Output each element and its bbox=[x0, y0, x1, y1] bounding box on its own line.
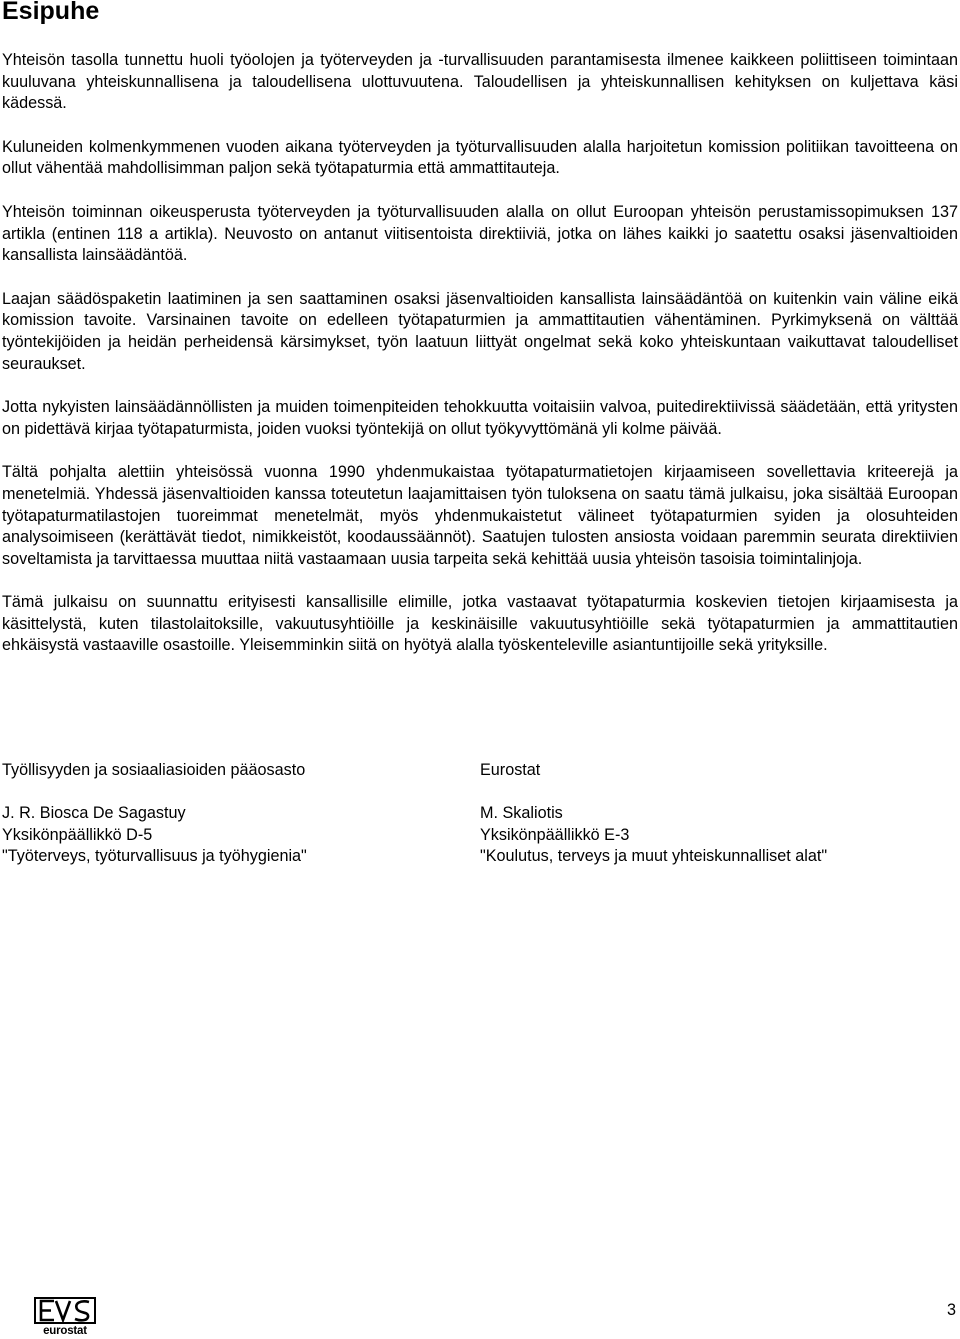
signature-organization: Työllisyyden ja sosiaaliasioiden pääosasto bbox=[2, 761, 306, 779]
eurostat-logo-mark bbox=[34, 1297, 96, 1325]
preface-body bbox=[2, 50, 958, 679]
paragraph-7: Tämä julkaisu on suunnattu erityisesti kansallisille elimille, jotka vastaavat työtapaturmia koskevien tietojen kirjaamisesta ja käsittelystä, kuten tilastolaitoksille, vakuutusyhtiöille ja keskinäisille vakuutusyhtiöille sekä työtapaturmien ja ammattitautien ehkäisystä vastaaville osastoille. Yleisemminkin siitä on hyötyä alalla työskenteleville asiantuntijoille sekä yrityksille. bbox=[2, 593, 958, 655]
signature-unit: "Työterveys, työturvallisuus ja työhygienia" bbox=[2, 847, 307, 866]
signature-block-right bbox=[480, 760, 827, 868]
paragraph-3: Yhteisön toiminnan oikeusperusta työterveyden ja työturvallisuuden alalla on ollut Euroopan yhteisön perustamissopimuksen 137 artikla (entinen 118 a artikla). Neuvosto on antanut viitisentoista direktiiviä, jotka on lähes kaikki jo saatettu osaksi jäsenvaltioiden kansallista lainsäädäntöä. bbox=[2, 202, 958, 265]
signature-role: Yksikönpäällikkö D-5 bbox=[2, 825, 153, 844]
paragraph-2: Kuluneiden kolmenkymmenen vuoden aikana työterveyden ja työturvallisuuden alalla harjoitetun komission politiikan tavoitteena on ollut vähentää mahdollisimman paljon sekä työtapaturmia että ammattitauteja. bbox=[2, 137, 958, 178]
page-number: 3 bbox=[946, 1301, 956, 1319]
paragraph-1: Yhteisön tasolla tunnettu huoli työolojen ja työterveyden ja -turvallisuuden parantamisesta ilmenee kaikkeen poliittiseen toimintaan kuuluvana yhteiskunnallisena ja taloudellisena ulottuvuutena. Taloudellisen ja yhteiskunnallisen kehityksen on kuljettava käsi kädessä. bbox=[2, 51, 958, 113]
eurostat-logo-text: eurostat bbox=[43, 1325, 87, 1337]
paragraph-4: Laajan säädöspaketin laatiminen ja sen saattaminen osaksi jäsenvaltioiden kansallista lainsäädäntöä on kuitenkin vain väline eikä komission tavoite. Varsinainen tavoite on edelleen työtapaturmien ja ammattitautien vähentäminen. Pyrkimyksenä on välttää työntekijöiden ja heidän perheidensä kärsimykset, työn laatuun liittyät ongelmat sekä koko yhteiskuntaan vaikuttavat taloudelliset seuraukset. bbox=[2, 289, 958, 373]
signature-role: Yksikönpäällikkö E-3 bbox=[480, 825, 630, 844]
paragraph-5: Jotta nykyisten lainsäädännöllisten ja muiden toimenpiteiden tehokkuutta voitaisiin valvoa, puitedirektiivissä säädetään, että yritysten on pidettävä kirjaa työtapaturmista, joiden vuoksi työntekijä on ollut työkyvyttömänä yli kolme päivää. bbox=[2, 398, 958, 438]
signature-unit: "Koulutus, terveys ja muut yhteiskunnalliset alat" bbox=[480, 847, 828, 866]
paragraph-6: Tältä pohjalta alettiin yhteisössä vuonna 1990 yhdenmukaistaa työtapaturmatietojen kirjaamiseen sovellettavia kriteerejä ja menetelmiä. Yhdessä jäsenvaltioiden kanssa toteutetun laajamittaisen työn tuloksena on saatu tämä julkaisu, joka sisältää Euroopan työtapaturmatilastojen tuoreimmat menetelmät, myös yhdenmukaistetut välineet työtapaturmien syiden ja olosuhteiden analysoimiseen (kerättävät tiedot, nimikkeistöt, koodaussäännöt). Saatujen tulosten ansiosta voidaan paremmin seurata direktiivien soveltamista ja tarvittaessa muuttaa niitä vastaamaan uusia tarpeita sekä kehittää uusia yhteisön tasoisia toimintalinjoja. bbox=[2, 463, 958, 568]
signature-name: J. R. Biosca De Sagastuy bbox=[2, 804, 186, 823]
signature-block-left bbox=[2, 760, 307, 868]
page-title: Esipuhe bbox=[2, 0, 100, 25]
signature-organization: Eurostat bbox=[480, 761, 541, 779]
signature-name: M. Skaliotis bbox=[480, 804, 563, 823]
eurostat-logo bbox=[34, 1297, 96, 1339]
